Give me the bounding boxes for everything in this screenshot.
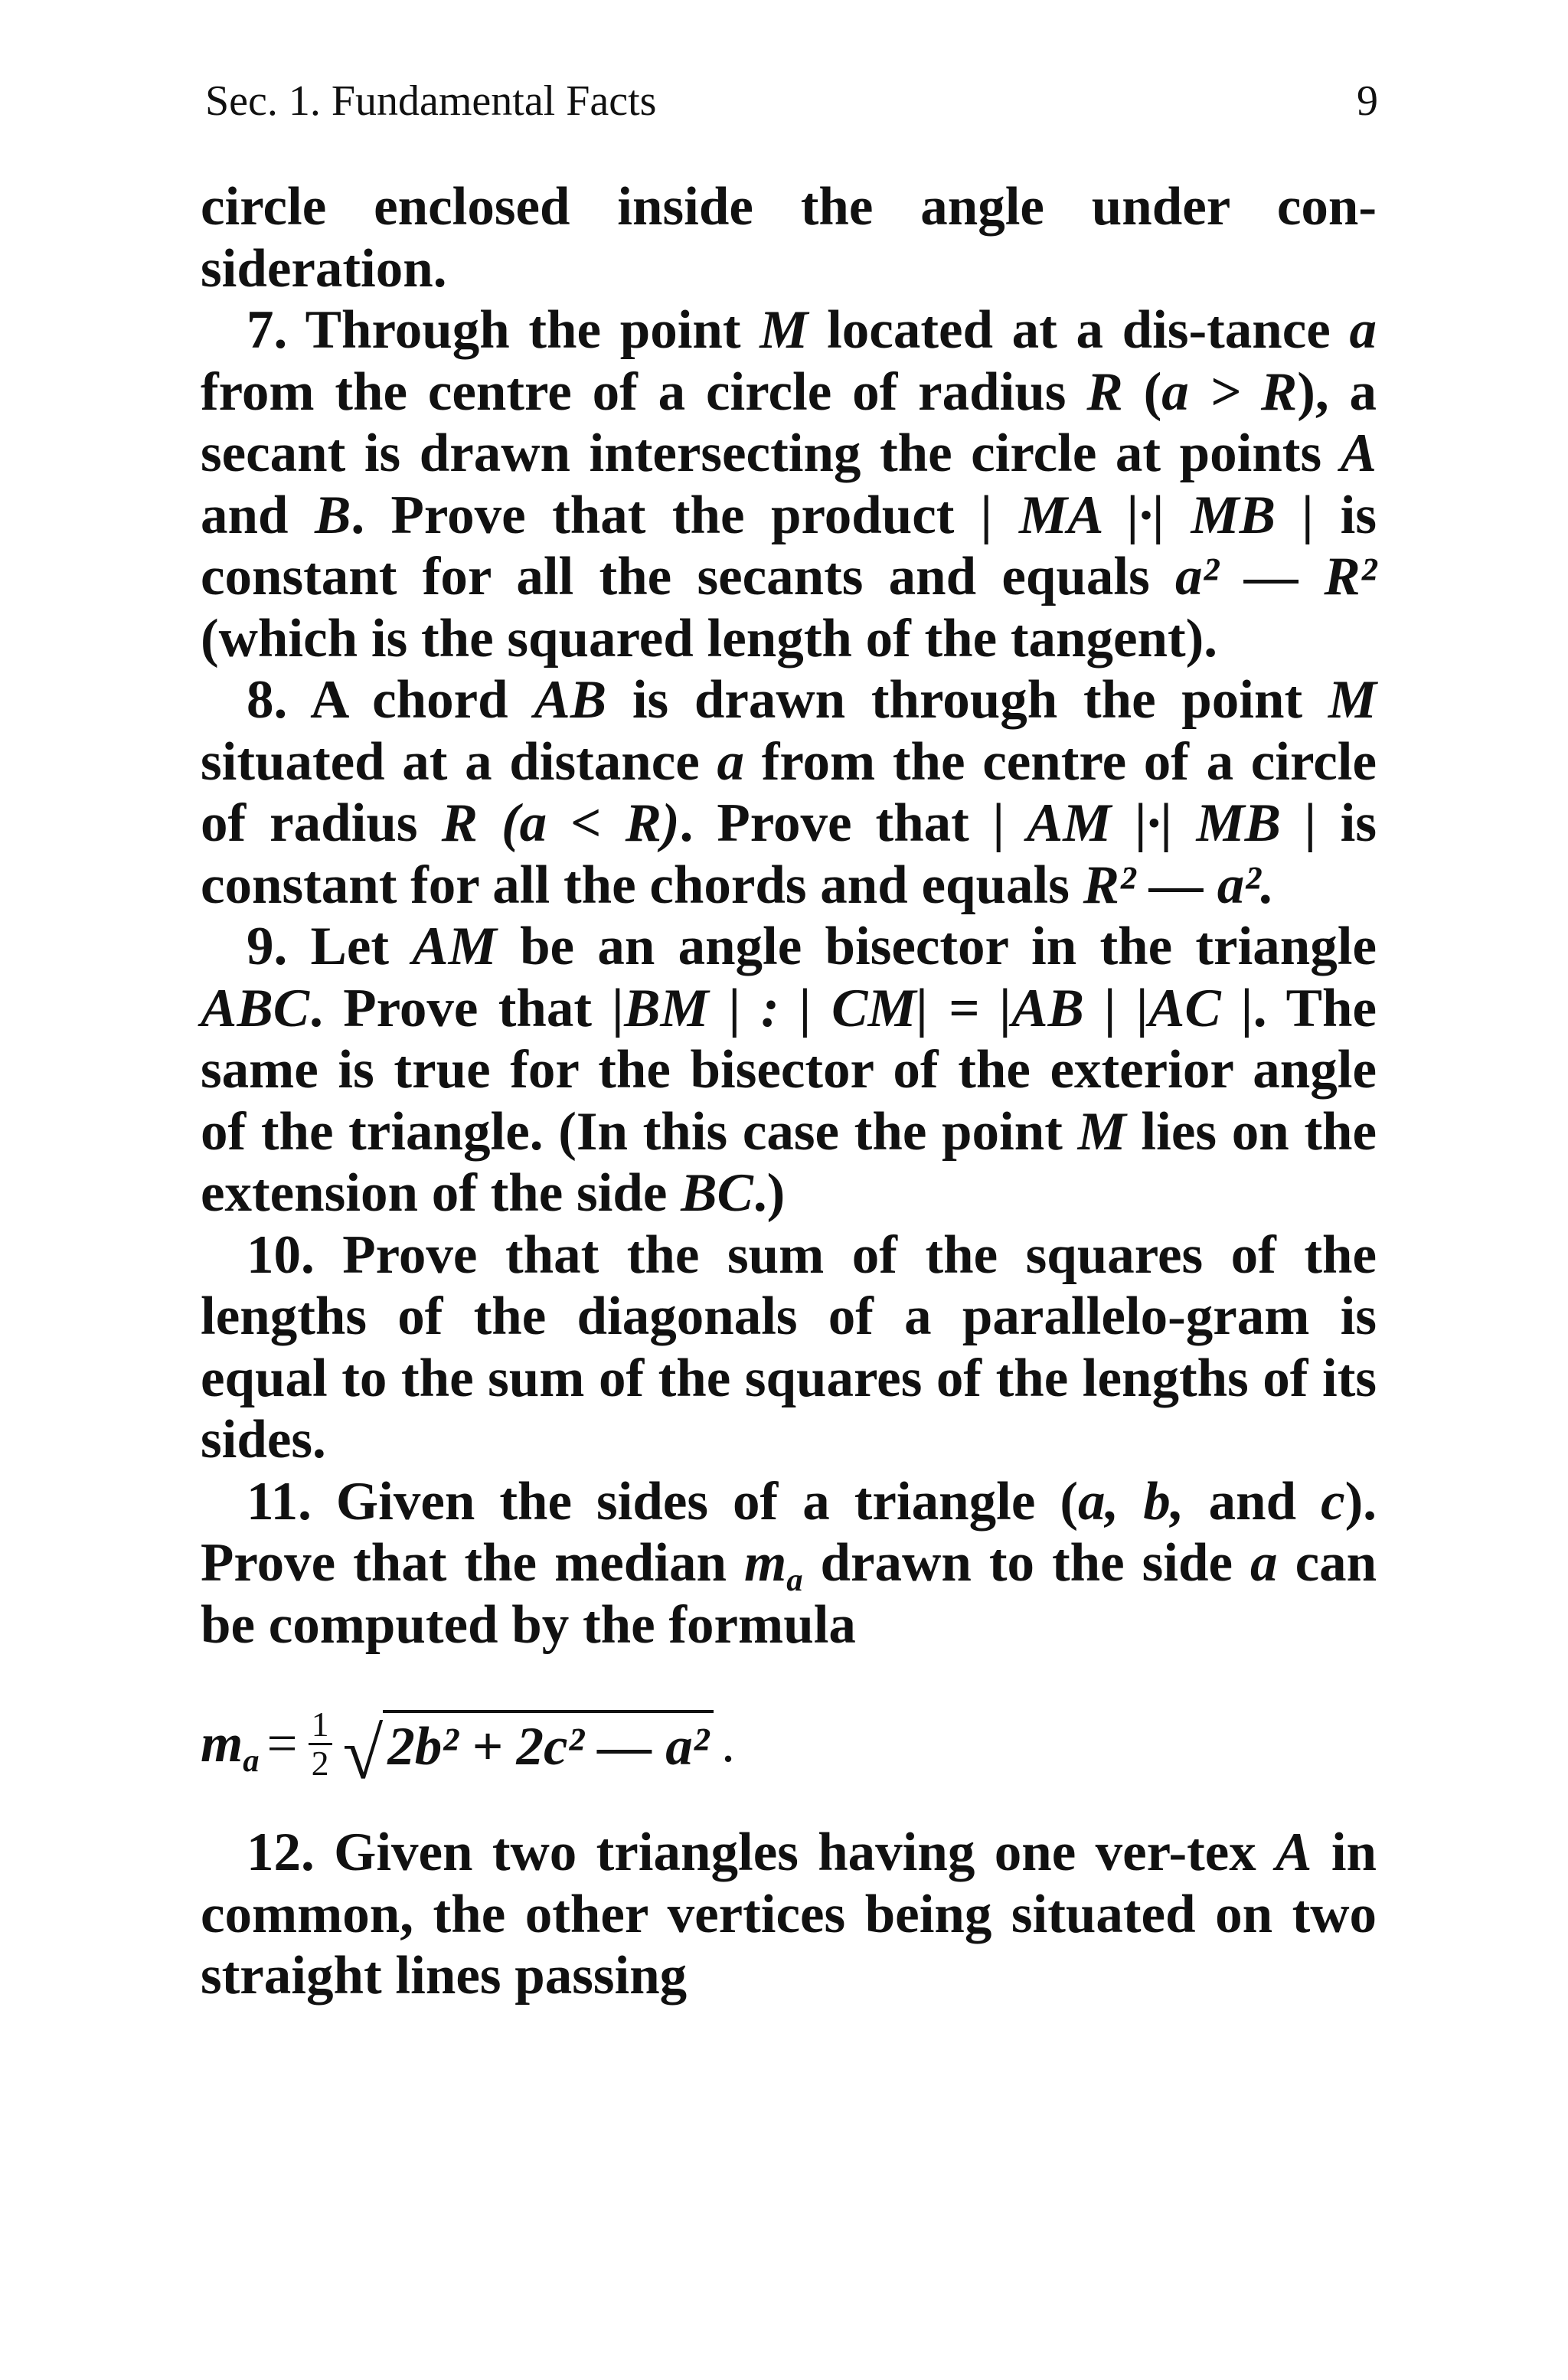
section-title: Sec. 1. Fundamental Facts — [205, 77, 657, 125]
problem-9: 9. Let AM be an angle bisector in the triangle ABC. Prove that |BM | : | CM| = |AB | |AC |. The same is true for the bisector of the exterior angle of the triangle. (In this case the point M lies on the extension of the side BC.) — [201, 917, 1377, 1223]
problem-number: 10. — [247, 1224, 315, 1285]
problem-number: 9. — [247, 917, 288, 976]
product-expression: | MA |·| MB | — [980, 485, 1315, 545]
ratio-expression: |BM | : | CM| = |AB | |AC | — [612, 978, 1253, 1038]
problem-number: 12. — [247, 1823, 315, 1882]
problem-7: 7. Through the point M located at a dis-tance a from the centre of a circle of radius R (a > R), a secant is drawn intersecting the circle at points A and B. Prove that the product | MA |·| MB | is constant for all the secants and equals a² — R² (which is the squared length of the tangent). — [201, 300, 1377, 669]
page-number: 9 — [1357, 77, 1378, 125]
fraction-one-half: $\frac{1}{2}$ — [309, 1706, 332, 1782]
equals-sign: = — [266, 1714, 298, 1774]
problem-10: 10. Prove that the sum of the squares of the lengths of the diagonals of a parallelo-gram is equal to the sum of the squares of the lengths of its sides. — [201, 1224, 1377, 1470]
problem-12: 12. Given two triangles having one ver-tex A in common, the other vertices being situated on two straight lines passing — [201, 1823, 1377, 2006]
median-symbol: $m_a$ — [743, 1533, 803, 1598]
median-formula: $m_a$ = $\frac{1}{2}$ √ 2b² + 2c² — a² . — [201, 1705, 735, 1794]
problem-number: 8. — [247, 670, 288, 730]
formula-lhs: $m_a$ — [201, 1714, 260, 1780]
problem-11: 11. Given the sides of a triangle (a, b, and c). Prove that the median $m_a$ drawn to the side a can be computed by the formula — [201, 1471, 1377, 1655]
square-root — [342, 1710, 714, 1794]
problem-number: 11. — [247, 1471, 312, 1532]
problem-number: 7. — [247, 300, 288, 360]
paragraph-intro: circle enclosed inside the angle under con- sideration. — [201, 177, 1377, 299]
page-body — [201, 176, 1377, 2007]
radicand: 2b² + 2c² — a² — [383, 1710, 714, 1778]
chord-expression: R² — a². — [1083, 855, 1275, 915]
tangent-expression: a² — R² — [1175, 547, 1377, 606]
problem-8: 8. A chord AB is drawn through the point M situated at a distance a from the centre of a circle of radius R (a < R). Prove that | AM |·| MB | is constant for all the chords and equals R² — a². — [201, 670, 1377, 915]
radical-sign: √ — [342, 1711, 384, 1794]
product-expression: | AM |·| MB | — [992, 793, 1317, 853]
running-header — [205, 77, 1378, 126]
